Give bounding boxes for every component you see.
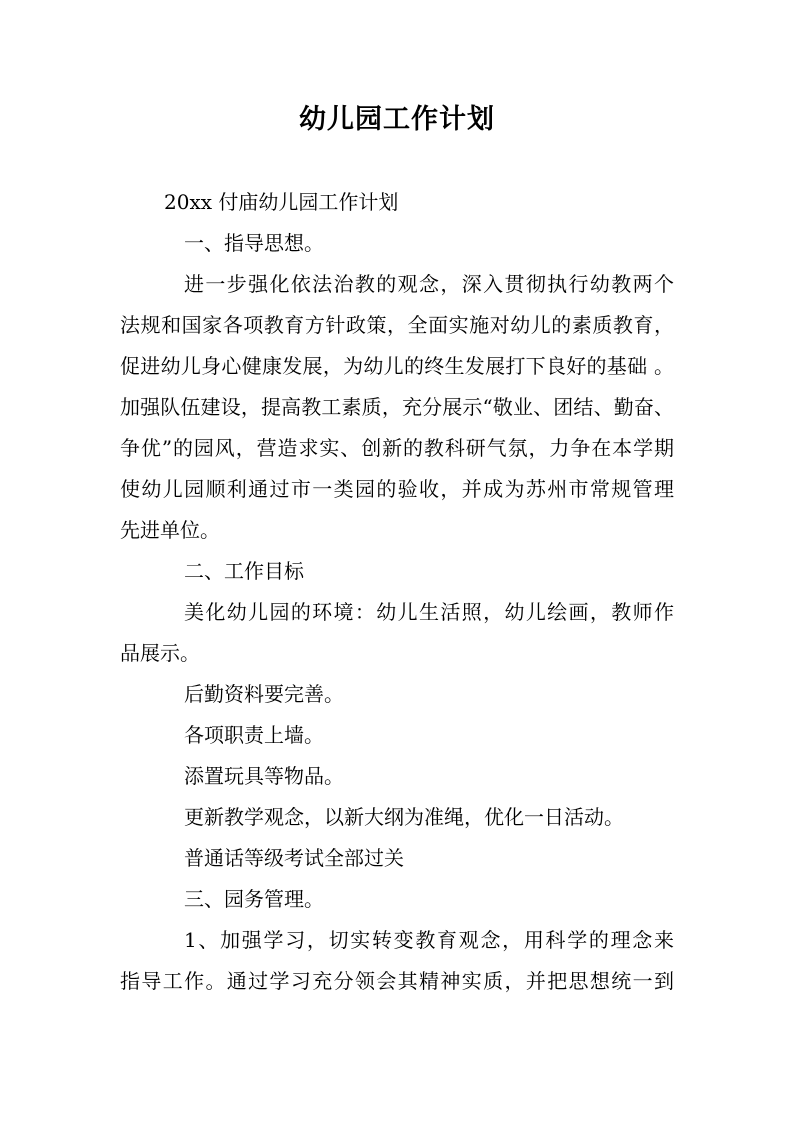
paragraph-line: 使幼儿园顺利通过市一类园的验收，并成为苏州市常规管理 — [120, 477, 674, 501]
paragraph-line: 指导工作。通过学习充分领会其精神实质，并把思想统一到 — [120, 969, 674, 993]
paragraph-line: 加强队伍建设，提高教工素质，充分展示“敬业、团结、勤奋、 — [120, 395, 674, 419]
section-heading-management: 三、园务管理。 — [184, 887, 324, 911]
paragraph-line: 品展示。 — [120, 641, 200, 665]
list-item: 普通话等级考试全部过关 — [184, 846, 404, 870]
paragraph-line: 法规和国家各项教育方针政策，全面实施对幼儿的素质教育， — [120, 313, 674, 337]
list-item: 添置玩具等物品。 — [184, 764, 344, 788]
paragraph-line: 进一步强化依法治教的观念，深入贯彻执行幼教两个 — [184, 272, 674, 296]
section-heading-work-goals: 二、工作目标 — [184, 559, 304, 583]
list-item: 更新教学观念，以新大纲为准绳，优化一日活动。 — [184, 805, 624, 829]
paragraph-line: 美化幼儿园的环境：幼儿生活照，幼儿绘画，教师作 — [184, 600, 674, 624]
paragraph-line: 争优”的园风，营造求实、创新的教科研气氛，力争在本学期 — [120, 436, 674, 460]
list-item: 各项职责上墙。 — [184, 723, 324, 747]
paragraph-line: 促进幼儿身心健康发展，为幼儿的终生发展打下良好的基础 。 — [120, 354, 674, 378]
document-title: 幼儿园工作计划 — [299, 104, 495, 135]
paragraph-line: 先进单位。 — [120, 518, 220, 542]
document-body — [120, 182, 674, 1002]
subtitle-line: 20xx 付庙幼儿园工作计划 — [164, 190, 399, 214]
section-heading-guiding-thought: 一、指导思想。 — [184, 231, 324, 255]
paragraph-line: 1、加强学习，切实转变教育观念，用科学的理念来 — [184, 928, 674, 952]
list-item: 后勤资料要完善。 — [184, 682, 344, 706]
